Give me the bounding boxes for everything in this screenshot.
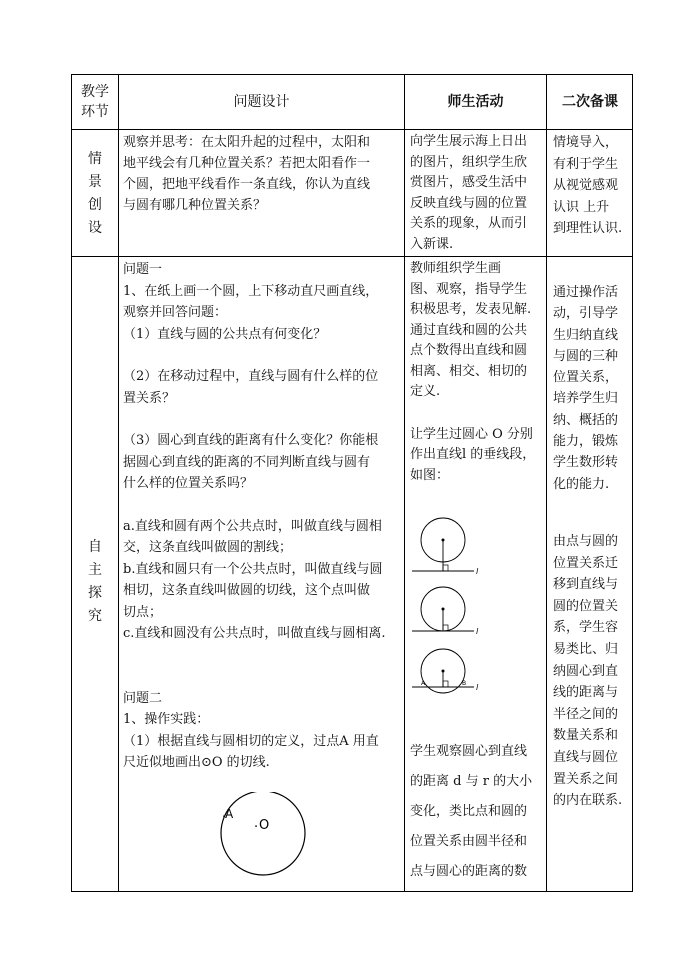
stage-char: 创 bbox=[88, 197, 102, 213]
point-a-label: A bbox=[421, 680, 426, 687]
text-line: 置关系？ bbox=[123, 390, 176, 406]
header-design: 问题设计 bbox=[233, 94, 290, 110]
activity-cell bbox=[410, 737, 546, 887]
text-line: 直线与圆位 bbox=[553, 749, 619, 765]
stage-char: 设 bbox=[88, 220, 102, 236]
text-line: 观察并思考：在太阳升起的过程中，太阳和 bbox=[123, 135, 371, 150]
text-line: 学生观察圆心到直线 bbox=[410, 744, 528, 759]
question-title: 问题二 bbox=[123, 690, 163, 706]
text-line: （1）直线与圆的公共点有何变化？ bbox=[123, 326, 327, 342]
text-line: （3）圆心到直线的距离有什么变化？你能根 bbox=[123, 433, 379, 448]
text-line: 易类比、归 bbox=[553, 641, 619, 657]
text-line: 从视觉感观 bbox=[553, 178, 619, 193]
definition-line: 相切，这条直线叫做圆的切线，这个点叫做 bbox=[123, 583, 371, 598]
definition-line: 切点； bbox=[123, 604, 163, 620]
text-line: 数量关系和 bbox=[553, 728, 619, 744]
figure-separate bbox=[412, 518, 479, 576]
text-line: 入新课. bbox=[410, 236, 454, 252]
notes-cell bbox=[553, 132, 633, 240]
notes-cell bbox=[553, 282, 633, 495]
text-line: 半径之间的 bbox=[553, 706, 619, 722]
question-title: 问题一 bbox=[123, 262, 163, 277]
text-line: 位置关系， bbox=[553, 370, 619, 386]
text-line: 变化，类比点和圆的 bbox=[410, 804, 528, 819]
stage-char: 景 bbox=[88, 174, 102, 190]
text-line: 如图： bbox=[410, 467, 450, 483]
activity-cell bbox=[410, 259, 546, 486]
definition-line: c.直线和圆没有公共点时，叫做直线与圆相离. bbox=[123, 626, 386, 641]
text-line: 教师组织学生画 bbox=[410, 261, 502, 276]
text-line: 积极思考，发表见解. bbox=[410, 302, 532, 317]
text-line: 到理性认识. bbox=[553, 221, 623, 236]
text-line: （2）在移动过程中，直线与圆有什么样的位 bbox=[123, 369, 379, 384]
stage-label bbox=[72, 148, 118, 240]
stage-char: 探 bbox=[88, 585, 102, 601]
text-line: 个圆，把地平线看作一条直线，你认为直线 bbox=[123, 177, 371, 192]
design-cell bbox=[123, 132, 403, 216]
text-line: 作出直线l 的垂线段， bbox=[410, 447, 536, 462]
text-line: 置关系之间 bbox=[553, 771, 619, 787]
text-line: 移到直线与 bbox=[553, 577, 619, 593]
tangent-exercise-figure bbox=[212, 792, 322, 882]
header-stage bbox=[72, 82, 118, 122]
text-line: 位置关系由圆半径和 bbox=[410, 834, 528, 849]
text-line: 反映直线与圆的位置 bbox=[410, 195, 528, 211]
definition-line: a.直线和圆有两个公共点时，叫做直线与圆相 bbox=[123, 518, 382, 534]
col-divider bbox=[404, 74, 405, 892]
center-label: O bbox=[259, 818, 270, 833]
line-label: l bbox=[476, 567, 479, 576]
text-line: 赏图片，感受生活中 bbox=[410, 175, 528, 190]
stage-char: 究 bbox=[88, 608, 102, 624]
text-line: 地平线会有几种位置关系？若把太阳看作一 bbox=[123, 156, 371, 171]
text-line: 的内在联系. bbox=[553, 793, 623, 809]
text-line: 的图片，组织学生欣 bbox=[410, 154, 528, 170]
header-notes: 二次备课 bbox=[562, 94, 618, 110]
definition-line: b.直线和圆只有一个公共点时，叫做直线与圆 bbox=[123, 561, 383, 577]
text-line: 观察并回答问题： bbox=[123, 305, 228, 320]
text-line: 什么样的位置关系吗？ bbox=[123, 476, 254, 491]
stage-char: 主 bbox=[88, 562, 102, 578]
text-line: 位置关系迁 bbox=[553, 555, 619, 571]
text-line: 情境导入， bbox=[553, 135, 619, 150]
text-line: 学生数形转 bbox=[553, 455, 619, 471]
text-line: 纳、概括的 bbox=[553, 412, 619, 428]
design-cell bbox=[123, 259, 403, 774]
text-line: 认识 上升 bbox=[553, 199, 610, 215]
text-line: 通过操作活 bbox=[553, 285, 619, 300]
text-line: 化的能力. bbox=[553, 476, 610, 492]
text-line: 尺近似地画出⊙O 的切线. bbox=[123, 755, 270, 770]
point-a-label: A bbox=[225, 807, 234, 821]
text-line: 定义. bbox=[410, 384, 441, 399]
text-line: 由点与圆的 bbox=[553, 534, 619, 549]
text-line: 动，引导学 bbox=[553, 306, 619, 322]
text-line: 相离、相交、相切的 bbox=[410, 363, 528, 379]
header-text: 教学 bbox=[81, 84, 109, 100]
text-line: 生归纳直线 bbox=[553, 327, 619, 343]
text-line: 据圆心到直线的距离的不同判断直线与圆有 bbox=[123, 454, 371, 470]
text-line: 的距离 d 与 r 的大小 bbox=[410, 774, 533, 789]
text-line: 培养学生归 bbox=[553, 391, 619, 407]
header-text: 环节 bbox=[81, 104, 109, 120]
text-line: 系，学生容 bbox=[553, 620, 619, 636]
text-line: （1）根据直线与圆相切的定义，过点A 用直 bbox=[123, 733, 379, 749]
text-line: 1、操作实践： bbox=[123, 712, 210, 727]
figure-tangent bbox=[412, 587, 479, 636]
text-line: 能力，锻炼 bbox=[553, 434, 619, 450]
col-divider bbox=[118, 74, 119, 892]
text-line: 关系的现象，从而引 bbox=[410, 216, 528, 231]
text-line: 1、在纸上画一个圆，上下移动直尺画直线， bbox=[123, 283, 379, 299]
notes-cell bbox=[553, 531, 633, 812]
center-dot: . bbox=[254, 816, 259, 831]
text-line: 通过直线和圆的公共 bbox=[410, 322, 528, 338]
text-line: 纳圆心到直 bbox=[553, 663, 619, 679]
text-line: 线的距离与 bbox=[553, 685, 619, 701]
point-b-label: B bbox=[462, 680, 467, 687]
header-activity: 师生活动 bbox=[447, 94, 504, 110]
text-line: 与圆的三种 bbox=[553, 348, 619, 364]
row-divider bbox=[71, 256, 633, 257]
col-divider bbox=[546, 74, 547, 892]
text-line: 向学生展示海上日出 bbox=[410, 134, 528, 149]
text-line: 有利于学生 bbox=[553, 156, 619, 172]
line-label: l bbox=[476, 683, 479, 692]
text-line: 与圆有哪几种位置关系？ bbox=[123, 198, 267, 213]
activity-cell bbox=[410, 132, 546, 255]
stage-char: 情 bbox=[88, 151, 102, 167]
text-line: 让学生过圆心 O 分别 bbox=[410, 426, 533, 442]
definition-line: 交，这条直线叫做圆的割线； bbox=[123, 540, 293, 555]
point-a-label: . bbox=[222, 806, 226, 820]
text-line: 圆的位置关 bbox=[553, 598, 619, 614]
circle-line-positions-figure bbox=[406, 515, 486, 705]
stage-label bbox=[72, 536, 118, 628]
text-line: 点个数得出直线和圆 bbox=[410, 343, 528, 358]
line-label: l bbox=[476, 627, 479, 636]
row-divider bbox=[71, 129, 633, 130]
circle-o bbox=[221, 792, 305, 875]
figure-intersect bbox=[412, 649, 479, 693]
text-line: 点与圆心的距离的数 bbox=[410, 864, 528, 879]
text-line: 图、观察，指导学生 bbox=[410, 281, 528, 297]
stage-char: 自 bbox=[88, 539, 102, 555]
